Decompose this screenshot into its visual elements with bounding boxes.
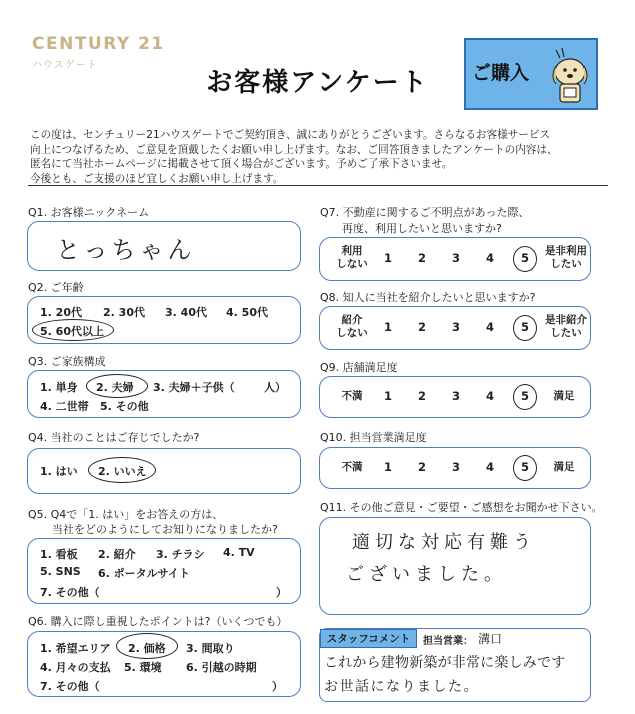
- q2-option-40s[interactable]: 3. 40代: [165, 306, 207, 319]
- q4-options-box: [27, 448, 301, 494]
- q3-option-couple[interactable]: 2. 夫婦: [96, 381, 134, 394]
- staff-rep-name: 溝口: [478, 632, 503, 646]
- q10-scale-1[interactable]: 1: [384, 460, 393, 474]
- q6-option-monthly-payment[interactable]: 4. 月々の支払: [40, 661, 111, 674]
- q4-selection-circle: [88, 457, 156, 483]
- q9-left-label: 不満: [341, 390, 363, 402]
- q6-option-layout[interactable]: 3. 間取り: [186, 642, 235, 655]
- q6-selection-circle: [116, 633, 178, 659]
- staff-comment-line1: これから建物新築が非常に楽しみです: [324, 655, 566, 671]
- q9-right-label: 満足: [553, 390, 575, 402]
- q5-option-portal-site[interactable]: 6. ポータルサイト: [98, 567, 190, 580]
- q6-option-other-close: ）: [272, 680, 283, 693]
- q9-scale-1[interactable]: 1: [384, 389, 393, 403]
- q8-left-label-line: しない: [336, 327, 368, 339]
- intro-line: 向上につなげるため、ご意見を頂戴したくお願い申し上げます。なお、ご回答頂きましたアンケートの内容は、: [30, 143, 558, 156]
- q7-scale-2[interactable]: 2: [418, 251, 427, 265]
- q6-option-area[interactable]: 1. 希望エリア: [40, 642, 111, 655]
- q8-right-label: [542, 314, 590, 340]
- q8-right-label-line: 是非紹介: [545, 314, 587, 326]
- q10-left-label: 不満: [341, 461, 363, 473]
- q11-label: Q11. その他ご意見・ご要望・ご感想をお聞かせ下さい。: [320, 501, 603, 514]
- q11-answer-line1: 適切な対応有難う: [352, 532, 536, 553]
- page-title: お客様アンケート: [206, 68, 429, 98]
- q5-option-tv[interactable]: 4. TV: [223, 546, 255, 559]
- q3-option-other[interactable]: 5. その他: [100, 400, 149, 413]
- q7-selection-circle: [513, 246, 537, 272]
- q10-right-label: 満足: [553, 461, 575, 473]
- q2-option-60s-plus[interactable]: 5. 60代以上: [40, 325, 104, 338]
- staff-comment-header: スタッフコメント: [320, 629, 417, 648]
- q2-option-20s[interactable]: 1. 20代: [40, 306, 82, 319]
- q2-option-50s[interactable]: 4. 50代: [226, 306, 268, 319]
- q9-scale-5[interactable]: 5: [521, 389, 530, 403]
- q9-scale-2[interactable]: 2: [418, 389, 427, 403]
- q7-right-label-line: 是非利用: [545, 245, 587, 257]
- q5-option-other-close: ）: [276, 586, 287, 599]
- q7-left-label: [334, 245, 370, 271]
- q3-selection-circle: [86, 374, 148, 398]
- q3-options-box: [27, 370, 301, 418]
- q5-option-signboard[interactable]: 1. 看板: [40, 548, 78, 561]
- q9-scale-3[interactable]: 3: [452, 389, 461, 403]
- q5-option-flyer[interactable]: 3. チラシ: [156, 548, 205, 561]
- q9-label: Q9. 店舗満足度: [320, 361, 398, 374]
- q8-right-label-line: したい: [550, 327, 582, 339]
- staff-comment-line2: お世話になりました。: [324, 679, 479, 695]
- q2-options-box: [27, 296, 301, 344]
- q7-scale-3[interactable]: 3: [452, 251, 461, 265]
- q8-label: Q8. 知人に当社を紹介したいと思いますか?: [320, 291, 536, 304]
- q4-label: Q4. 当社のことはご存じでしたか?: [28, 431, 200, 444]
- q7-left-label-line: しない: [336, 258, 368, 270]
- q7-scale-1[interactable]: 1: [384, 251, 393, 265]
- q1-label: Q1. お客様ニックネーム: [28, 206, 150, 219]
- q7-label-line1: Q7. 不動産に関するご不明点があった際、: [320, 206, 530, 219]
- q7-scale-5[interactable]: 5: [521, 251, 530, 265]
- q10-scale-5[interactable]: 5: [521, 460, 530, 474]
- q1-answer-box[interactable]: [27, 221, 301, 271]
- q10-label: Q10. 担当営業満足度: [320, 431, 427, 444]
- q2-label: Q2. ご年齢: [28, 281, 84, 294]
- q9-selection-circle: [513, 384, 537, 410]
- q8-scale-box: [319, 306, 591, 350]
- staff-rep-label: 担当営業：: [423, 636, 473, 647]
- q11-answer-line2: ございました。: [346, 564, 507, 585]
- q6-label: Q6. 購入に際し重視したポイントは?（いくつでも）: [28, 615, 288, 628]
- q7-scale-box: [319, 237, 591, 281]
- q1-answer: とっちゃん: [56, 236, 196, 264]
- logo-subtitle: ハウスゲート: [32, 60, 98, 71]
- q5-option-referral[interactable]: 2. 紹介: [98, 548, 136, 561]
- intro-line: 今後とも、ご支援のほど宜しくお願い申し上げます。: [30, 172, 284, 185]
- q6-options-box: [27, 631, 301, 697]
- q8-scale-3[interactable]: 3: [452, 320, 461, 334]
- q8-left-label-line: 紹介: [341, 314, 363, 326]
- q5-label-line2: 当社をどのようにしてお知りになりましたか?: [52, 523, 278, 536]
- q10-scale-box: [319, 447, 591, 489]
- q3-option-single[interactable]: 1. 単身: [40, 381, 78, 394]
- q7-left-label-line: 利用: [341, 245, 363, 257]
- purchase-badge: [464, 38, 598, 110]
- q9-scale-4[interactable]: 4: [486, 389, 495, 403]
- q3-option-people-count: 人）: [264, 381, 286, 394]
- q8-scale-4[interactable]: 4: [486, 320, 495, 334]
- q9-scale-box: [319, 376, 591, 418]
- q8-left-label: [334, 314, 370, 340]
- logo-century21: CENTURY 21: [32, 34, 165, 54]
- q7-right-label: [542, 245, 590, 271]
- q3-option-two-generation[interactable]: 4. 二世帯: [40, 400, 89, 413]
- q7-right-label-line: したい: [550, 258, 582, 270]
- q6-option-environment[interactable]: 5. 環境: [124, 661, 162, 674]
- q6-option-moving-time[interactable]: 6. 引越の時期: [186, 661, 257, 674]
- q5-option-other[interactable]: 7. その他（: [40, 586, 100, 599]
- q10-scale-3[interactable]: 3: [452, 460, 461, 474]
- q5-options-box: [27, 538, 301, 604]
- q6-option-other[interactable]: 7. その他（: [40, 680, 100, 693]
- q10-scale-2[interactable]: 2: [418, 460, 427, 474]
- q6-option-price[interactable]: 2. 価格: [128, 642, 166, 655]
- q5-label-line1: Q5. Q4で「1. はい」をお答えの方は、: [28, 508, 224, 521]
- q3-option-couple-children[interactable]: 3. 夫婦＋子供（: [153, 381, 235, 394]
- q11-answer-box[interactable]: [319, 517, 591, 615]
- intro-line: 匿名にて当社ホームページに掲載させて頂く場合がございます。予めご了承下さいませ。: [30, 158, 453, 170]
- q8-selection-circle: [513, 315, 537, 341]
- q7-label-line2: 再度、利用したいと思いますか?: [342, 222, 502, 235]
- divider: [28, 185, 608, 186]
- q8-scale-1[interactable]: 1: [384, 320, 393, 334]
- q4-option-no[interactable]: 2. いいえ: [98, 465, 147, 478]
- dog-mascot-icon: [546, 46, 592, 104]
- q7-scale-4[interactable]: 4: [486, 251, 495, 265]
- q8-scale-2[interactable]: 2: [418, 320, 427, 334]
- q4-option-yes[interactable]: 1. はい: [40, 465, 78, 478]
- q8-scale-5[interactable]: 5: [521, 320, 530, 334]
- intro-text: [30, 128, 615, 186]
- q10-selection-circle: [513, 455, 537, 481]
- purchase-badge-label: ご購入: [472, 62, 530, 84]
- intro-line: この度は、センチュリー21ハウスゲートでご契約頂き、誠にありがとうございます。さらなるお客様サービス: [30, 129, 551, 141]
- q10-scale-4[interactable]: 4: [486, 460, 495, 474]
- q2-option-30s[interactable]: 2. 30代: [103, 306, 145, 319]
- q5-option-sns[interactable]: 5. SNS: [40, 565, 81, 578]
- q2-selection-circle: [32, 319, 114, 341]
- q3-label: Q3. ご家族構成: [28, 355, 106, 368]
